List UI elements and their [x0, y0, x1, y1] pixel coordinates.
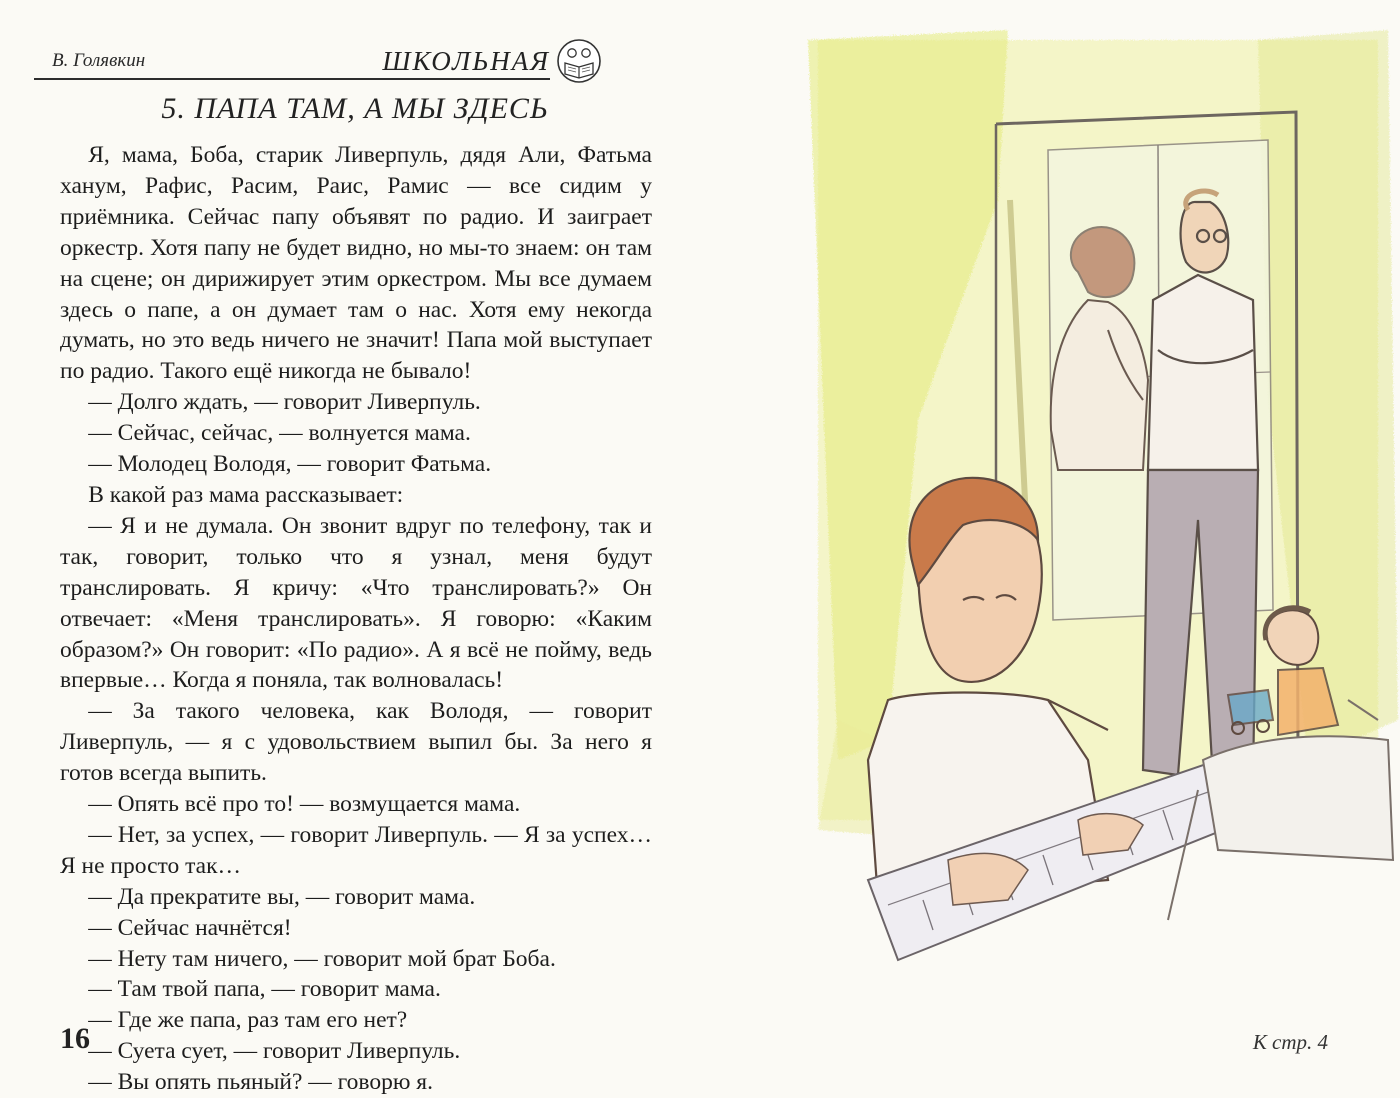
paragraph: — Опять всё про то! — возмущается мама.	[88, 791, 521, 818]
series-title: ШКОЛЬНАЯ	[382, 46, 550, 76]
story-text	[60, 140, 652, 1098]
paragraph: — Суета сует, — говорит Ливерпуль.	[88, 1038, 461, 1065]
right-page	[700, 0, 1400, 1080]
paragraph: — Долго ждать, — говорит Ливерпуль.	[88, 389, 481, 416]
paragraph: — За такого человека, как Володя, — говорит Ливерпуль, — я с удовольствием выпил бы. За него я готов всегда выпить.	[60, 698, 652, 787]
running-head	[34, 38, 602, 82]
paragraph: В какой раз мама рассказывает:	[88, 481, 404, 508]
illustration-caption: К стр. 4	[1252, 1030, 1328, 1054]
paragraph: — Я и не думала. Он звонит вдруг по телефону, так и так, говорит, только что я узнал, меня будут транслировать. Я кричу: «Что транслировать?» Он отвечает: «Меня транслировать». Я говорю: «Каким образом?» Он говорит: «По радио». А я всё не пойму, ведь впервые… Когда я поняла, так волновалась!	[60, 512, 652, 694]
paragraph: — Сейчас, сейчас, — волнуется мама.	[88, 420, 471, 447]
paragraph: — Молодец Володя, — говорит Фатьма.	[88, 451, 492, 478]
paragraph: — Вы опять пьяный? — говорю я.	[88, 1069, 433, 1096]
left-page	[0, 0, 700, 1096]
series-logo-icon	[556, 38, 602, 84]
family-radio-illustration	[748, 0, 1400, 1010]
header-rule	[34, 78, 550, 80]
paragraph: — Нет, за успех, — говорит Ливерпуль. — Я за успех… Я не просто так…	[60, 821, 652, 879]
chapter-title: 5. ПАПА ТАМ, А МЫ ЗДЕСЬ	[161, 92, 549, 125]
author-name: В. Голявкин	[52, 50, 146, 71]
paragraph: — Да прекратите вы, — говорит мама.	[88, 883, 476, 910]
paragraph: — Где же папа, раз там его нет?	[88, 1007, 408, 1034]
paragraph: — Там твой папа, — говорит мама.	[88, 976, 441, 1003]
paragraph: Я, мама, Боба, старик Ливерпуль, дядя Али, Фатьма ханум, Рафис, Расим, Раис, Рамис — все сидим у приёмника. Сейчас папу объявят по радио. И заиграет оркестр. Хотя папу не будет видно, но мы-то знаем: он там на сцене; он дирижирует этим оркестром. Мы все думаем здесь о папе, а он думает там о нас. Хотя ему некогда думать, но это ведь ничего не значит! Папа мой выступает по радио. Такого ещё никогда не бывало!	[60, 142, 652, 385]
page-number: 16	[60, 1022, 90, 1055]
paragraph: — Сейчас начнётся!	[88, 914, 292, 941]
paragraph: — Нету там ничего, — говорит мой брат Боба.	[88, 945, 556, 972]
